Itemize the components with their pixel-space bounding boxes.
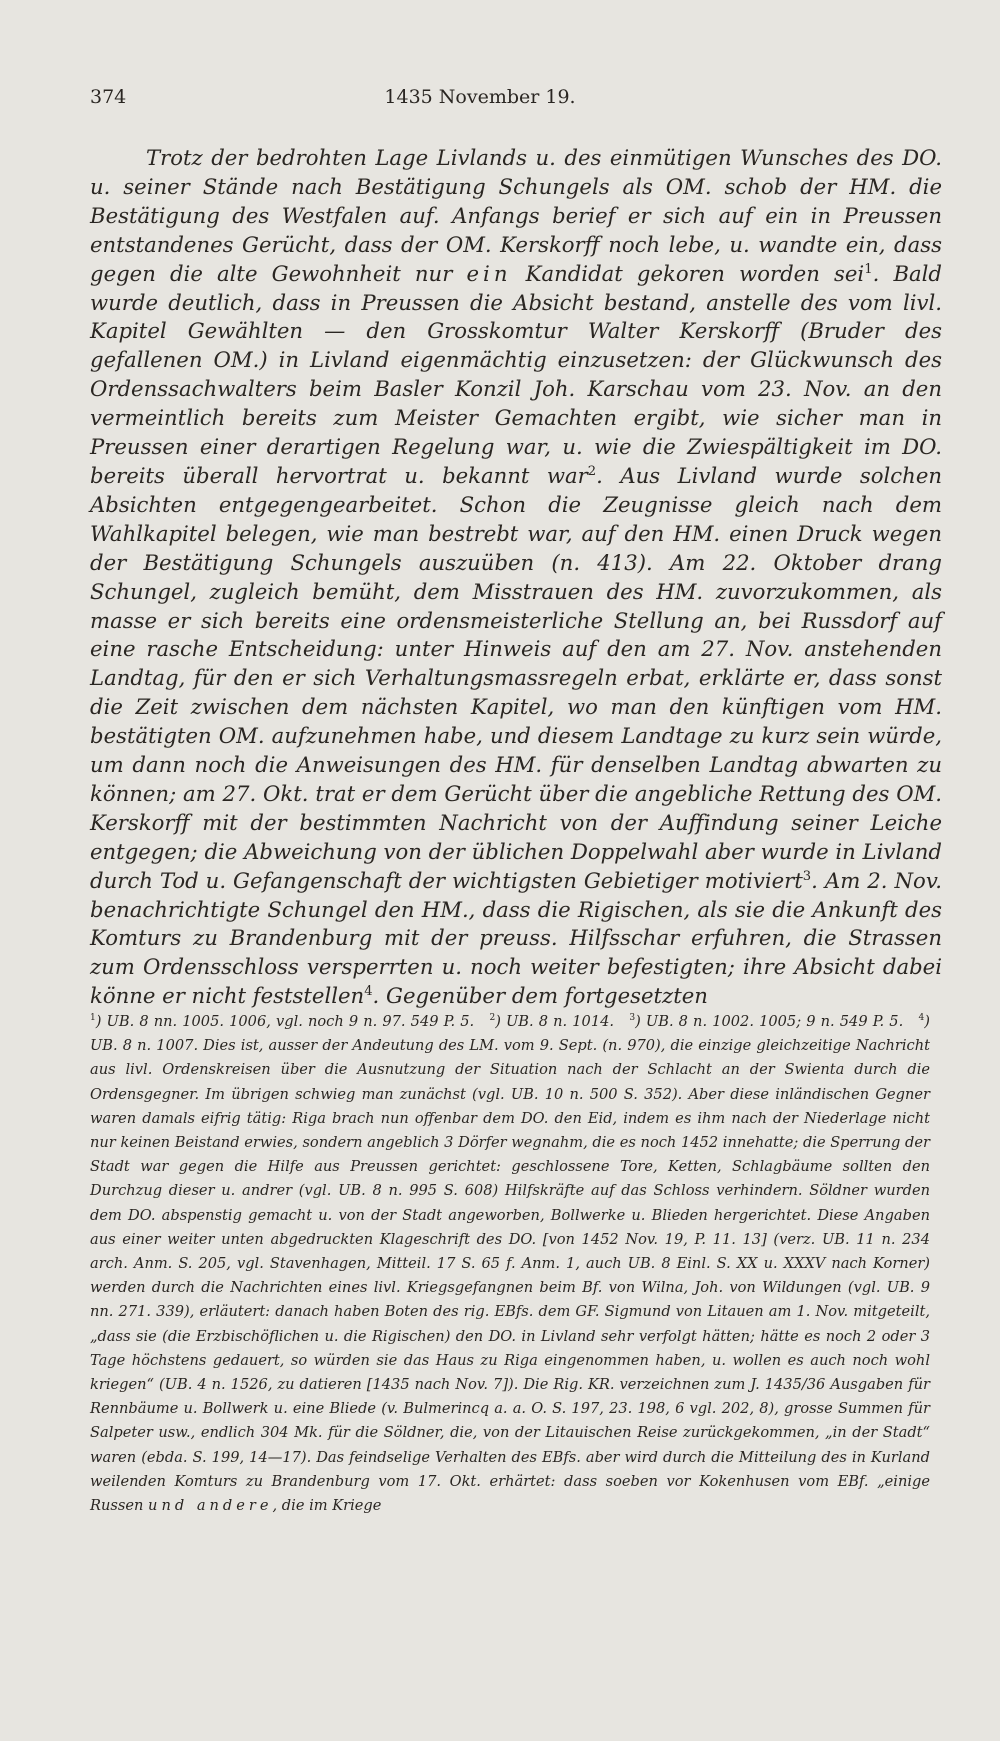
text-segment: . Aus Livland wurde solchen Absichten entgegengearbeitet. Schon die Zeugnisse gleich nach dem Wahlkapitel belegen, wie man bestrebt war, auf den HM. einen Druck wegen der Bestätigung Schungels auszuüben (n. 413). Am 22. Oktober drang Schungel, zugleich bemüht, dem Misstrauen des HM. zuvorzukommen, als masse er sich bereits eine ordensmeisterliche Stellung an, bei Russdorf auf eine rasche Entscheidung: unter Hinweis auf den am 27. Nov. anstehenden Landtag, für den er sich Verhaltungsmassregeln erbat, erklärte er, dass sonst die Zeit zwischen dem nächsten Kapitel, wo man den künftigen vom HM. bestätigten OM. aufzunehmen habe, und diesem Landtage zu kurz sein würde, um dann noch die Anweisungen des HM. für denselben Landtag abwarten zu können; am 27. Okt. trat er dem Gerücht über die angebliche Rettung des OM. Kerskorff mit der bestimmten Nachricht von der Auffindung seiner Leiche entgegen; die Abweichung von der üblichen Doppelwahl aber wurde in Livland durch Tod u. Gefangenschaft der wichtigsten Gebietiger motiviert: [90, 462, 943, 893]
text-segment: . Am 2. Nov. benachrichtigte Schungel den HM., dass die Rigischen, als sie die Ankunft des Komturs zu Brandenburg mit der preuss. Hilfsschar erfuhren, die Strassen zum Ordensschloss versperrten u. noch weiter befestigten; ihre Absicht dabei könne er nicht feststellen: [90, 867, 943, 1009]
text-segment: . Gegenüber dem fortgesetzten: [372, 983, 708, 1009]
running-title: 1435 November 19.: [384, 86, 576, 108]
text-segment: . Bald wurde deutlich, dass in Preussen die Absicht bestand, anstelle des vom livl. Kapitel Gewählten — den Grosskomtur Walter Kerskorff (Bruder des gefallenen OM.) in Livland eigenmächtig einzusetzen: der Glückwunsch des Ordenssachwalters beim Basler Konzil Joh. Karschau vom 23. Nov. an den vermeintlich bereits zum Meister Gemachten ergibt, wie sicher man in Preussen einer derartigen Regelung war, u. wie die Zwiespältigkeit im DO. bereits überall hervortrat u. bekannt war: [90, 260, 942, 488]
main-text-paragraph: [90, 144, 942, 1011]
footnote-4: ) UB. 8 n. 1007. Dies ist, ausser der Andeutung des LM. vom 9. Sept. (n. 970), die einzige gleichzeitige Nachricht aus livl. Ordenskreisen über die Ausnutzung der Situation nach der Schlacht an der Swienta durch die Ordensgegner. Im übrigen schwieg man zunächst (vgl. UB. 10 n. 500 S. 352). Aber diese inländischen Gegner waren damals eifrig tätig: Riga brach nun offenbar dem DO. den Eid, indem es ihm nach der Niederlage nicht nur keinen Beistand erwies, sondern angeblich 3 Dörfer wegnahm, die es noch 1452 innehatte; die Sperrung der Stadt war gegen die Hilfe aus Preussen gerichtet: geschlossene Tore, Ketten, Schlagbäume sollten den Durchzug dieser u. andrer (vgl. UB. 8 n. 995 S. 608) Hilfskräfte auf das Schloss verhindern. Söldner wurden dem DO. abspenstig gemacht u. von der Stadt angeworben, Bollwerke u. Blieden hergerichtet. Diese Angaben aus einer weiter unten abgedruckten Klageschrift des DO. [von 1452 Nov. 19, P. 11. 13] (verz. UB. 11 n. 234 arch. Anm. S. 205, vgl. Stavenhagen, Mitteil. 17 S. 65 f. Anm. 1, auch UB. 8 Einl. S. XX u. XXXV nach Korner) werden durch die Nachrichten eines livl. Kriegsgefangnen beim Bf. von Wilna, Joh. von Wildungen (vgl. UB. 9 nn. 271. 339), erläutert: danach haben Boten des rig. EBfs. dem GF. Sigmund von Litauen am 1. Nov. mitgeteilt, „dass sie (die Erzbischöflichen u. die Rigischen) den DO. in Livland sehr verfolgt hätten; hätte es noch 2 oder 3 Tage höchstens gedauert, so würden sie das Haus zu Riga eingenommen haben, u. wollen es auch noch wohl kriegen“ (UB. 4 n. 1526, zu datieren [1435 nach Nov. 7]). Die Rig. KR. verzeichnen zum J. 1435/36 Ausgaben für Rennbäume u. Bollwerk u. eine Bliede (v. Bulmerincq a. a. O. S. 197, 23. 198, 6 vgl. 202, 8), grosse Summen für Salpeter usw., endlich 304 Mk. für die Söldner, die, von der Litauischen Reise zurückgekommen, „in der Stadt“ waren (ebda. S. 199, 14—17). Das feindselige Verhalten des EBfs. aber wird durch die Mitteilung des in Kurland weilenden Komturs zu Brandenburg vom 17. Okt. erhärtet: dass soeben vor Kokenhusen vom EBf. „einige Russen: [90, 1013, 930, 1515]
footnote-3: ) UB. 8 n. 1002. 1005; 9 n. 549 P. 5.: [635, 1013, 904, 1030]
footnote-2: ) UB. 8 n. 1014.: [495, 1013, 615, 1030]
text-segment: Trotz der bedrohten Lage Livlands u. des einmütigen Wunsches des DO. u. seiner Stände nach Bestätigung Schungels als OM. schob der HM. die Bestätigung des Westfalen auf. Anfangs berief er sich auf ein in Preussen entstandenes Gerücht, dass der OM. Kerskorff noch lebe, u. wandte ein, dass gegen die alte Gewohnheit nur: [90, 145, 942, 286]
page-number: 374: [90, 86, 127, 108]
footnote-ref-3: 3: [802, 868, 812, 884]
footnote-number-1: 1: [90, 1013, 96, 1024]
footnote-ref-1: 1: [864, 261, 873, 277]
footnote-ref-4: 4: [364, 984, 373, 1000]
page-header: [90, 86, 950, 116]
footnote-1: ) UB. 8 nn. 1005. 1006, vgl. noch 9 n. 97. 549 P. 5.: [95, 1013, 475, 1030]
text-segment: Kandidat gekoren worden sei: [525, 260, 865, 286]
footnote-number-3: 3: [629, 1013, 636, 1024]
footnote-4-end: , die im Kriege: [272, 1497, 382, 1515]
footnote-number-2: 2: [489, 1013, 496, 1024]
footnote-number-4: 4: [918, 1013, 925, 1024]
footnote-ref-2: 2: [587, 463, 597, 479]
spaced-emphasis: und andere: [148, 1497, 273, 1515]
spaced-emphasis: ein: [466, 260, 512, 286]
footnotes: [90, 1010, 930, 1518]
